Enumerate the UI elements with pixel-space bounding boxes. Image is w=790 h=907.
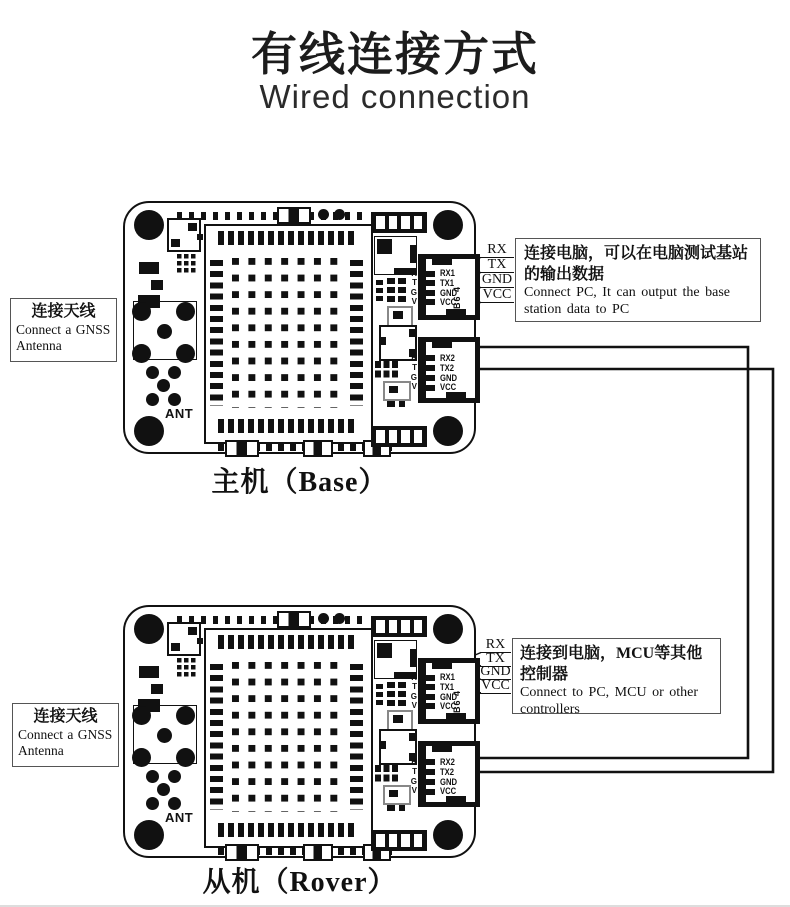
- signal-label-rx: RX: [480, 242, 514, 258]
- connector-key: [446, 309, 466, 315]
- pad-label: GND: [440, 777, 457, 787]
- base-note-en: Connect PC, It can output the base station data to PC: [524, 285, 731, 317]
- pin-bar: [422, 385, 435, 391]
- signal-label-tx: TX: [480, 651, 511, 667]
- antenna-note-zh: 连接天线: [33, 708, 98, 725]
- header-connector-bottom: [371, 830, 427, 851]
- mounting-hole: [134, 820, 164, 850]
- pin-letter: G: [410, 373, 417, 382]
- via-dot: [334, 613, 345, 624]
- base-note-zh: 连接电脑，可以在电脑测试基站的输出数据: [524, 245, 749, 283]
- ant-label: ANT: [165, 810, 194, 825]
- ic-footprint: [167, 218, 201, 252]
- pad-column: [376, 684, 383, 706]
- pad-label: RX1: [440, 672, 455, 682]
- ant-label: ANT: [165, 406, 194, 421]
- mounting-hole: [134, 614, 164, 644]
- pin-letter: V: [411, 786, 417, 795]
- pin-letter: R: [411, 269, 417, 278]
- connector-designator: B6 4: [452, 285, 462, 309]
- pad: [387, 401, 395, 407]
- module-bottom-pads: [218, 823, 358, 837]
- pin-letter: R: [411, 353, 417, 362]
- pad-dot: [168, 770, 181, 783]
- pcb-outline: [123, 201, 476, 454]
- signal-label-vcc: VCC: [481, 677, 510, 693]
- connector-key: [432, 663, 452, 669]
- pin-bar: [422, 290, 435, 296]
- pad: [139, 262, 159, 274]
- pin-bar: [422, 355, 435, 361]
- rover-info-box: [512, 638, 721, 717]
- pin-letter: T: [412, 278, 417, 287]
- module-top-pads: [218, 231, 358, 245]
- module-left-pads: [210, 260, 223, 406]
- uart1-connector: [410, 254, 480, 320]
- pin-bar: [422, 703, 435, 709]
- pin-letter: G: [410, 288, 417, 297]
- signal-label-tx: TX: [480, 257, 514, 273]
- pad: [399, 401, 405, 407]
- connector-key: [432, 342, 452, 348]
- pad-cluster: [387, 278, 409, 304]
- pad-label: GND: [440, 373, 457, 383]
- pad-label: VCC: [440, 382, 457, 392]
- antenna-note-en: Connect a GNSS Antenna: [16, 322, 111, 353]
- pad: [151, 280, 163, 290]
- base-board: [123, 201, 476, 454]
- pin-letter: G: [410, 692, 417, 701]
- gnss-module: [204, 224, 373, 444]
- base-info-box: [515, 238, 761, 322]
- rover-note-zh: 连接到电脑，MCU等其他控制器: [520, 645, 703, 683]
- mounting-hole: [433, 416, 463, 446]
- pin-letter: T: [412, 767, 417, 776]
- pin-letter: R: [411, 757, 417, 766]
- pad-dot: [146, 393, 159, 406]
- rover-antenna-note: [12, 703, 119, 767]
- module-right-pads: [350, 260, 363, 406]
- signal-label-gnd: GND: [480, 664, 511, 679]
- module-right-pads: [350, 664, 363, 810]
- pin-bar: [422, 299, 435, 305]
- pad-dot: [146, 797, 159, 810]
- pad: [151, 684, 163, 694]
- pin-bar: [422, 271, 435, 277]
- pin-bar: [422, 694, 435, 700]
- pin-bar: [422, 675, 435, 681]
- via-dot: [318, 209, 329, 220]
- pad-cluster: [177, 658, 197, 678]
- pad-label: VCC: [440, 701, 457, 711]
- pin-letter: R: [411, 673, 417, 682]
- pad-cluster: [375, 765, 399, 783]
- antenna-connector: [133, 705, 197, 764]
- mounting-hole: [134, 210, 164, 240]
- pcb-outline: [123, 605, 476, 858]
- connector-key: [432, 259, 452, 265]
- pad-label: TX1: [440, 278, 455, 288]
- component-footprint: [383, 785, 411, 805]
- pin-bar: [422, 769, 435, 775]
- pin-letter: V: [411, 382, 417, 391]
- pad-label: TX2: [440, 767, 455, 777]
- connector-designator: B6 4: [452, 689, 462, 713]
- module-pad-grid: [232, 662, 346, 812]
- pad-dot: [146, 366, 159, 379]
- pad-label: RX2: [440, 353, 455, 363]
- signal-label-rx: RX: [480, 637, 511, 653]
- connector-key: [446, 713, 466, 719]
- header-connector-bottom: [371, 426, 427, 447]
- component-footprint: [383, 381, 411, 401]
- pad-dot: [168, 797, 181, 810]
- pad-label: RX1: [440, 268, 455, 278]
- page-title-zh: 有线连接方式: [251, 28, 539, 80]
- uart2-connector: [410, 337, 480, 403]
- pad-dot: [157, 783, 170, 796]
- pin-letter: V: [411, 701, 417, 710]
- pad-label: TX1: [440, 682, 455, 692]
- uart1-connector: [410, 658, 480, 724]
- pad-dot: [146, 770, 159, 783]
- pad-label: RX2: [440, 757, 455, 767]
- pad-label: GND: [440, 692, 457, 702]
- bottom-pad-block: [225, 844, 259, 861]
- module-pad-grid: [232, 258, 346, 408]
- pin-bar: [422, 779, 435, 785]
- pin-bar: [422, 365, 435, 371]
- pin-letter: V: [411, 297, 417, 306]
- via-dot: [318, 613, 329, 624]
- top-pad-block: [277, 611, 311, 628]
- pad-dot: [168, 366, 181, 379]
- bottom-pad-block: [303, 440, 333, 457]
- antenna-note-zh: 连接天线: [31, 303, 96, 320]
- signal-label-gnd: GND: [481, 271, 513, 287]
- pin-bar: [422, 375, 435, 381]
- component-footprint: [387, 710, 413, 731]
- header-connector-top: [371, 212, 427, 233]
- pad: [399, 805, 405, 811]
- pin-letter: T: [412, 682, 417, 691]
- pin-letter: T: [412, 363, 417, 372]
- pad-label: VCC: [440, 297, 457, 307]
- rover-note-en: Connect to PC, MCU or other controllers: [520, 685, 698, 717]
- page-title-en: Wired connection: [259, 78, 531, 115]
- rover-board: [123, 605, 476, 858]
- pad-label: GND: [440, 288, 457, 298]
- rover-caption: 从机（Rover）: [202, 867, 397, 898]
- mounting-hole: [134, 416, 164, 446]
- pin-bar: [422, 759, 435, 765]
- connector-key: [446, 392, 466, 398]
- top-pad-block: [277, 207, 311, 224]
- antenna-connector: [133, 301, 197, 360]
- pad-label: TX2: [440, 363, 455, 373]
- pin-letter: G: [410, 777, 417, 786]
- connector-key: [432, 746, 452, 752]
- pin-bar: [422, 789, 435, 795]
- component-footprint: [387, 306, 413, 327]
- pad-cluster: [177, 254, 197, 274]
- pad: [139, 666, 159, 678]
- pad-cluster: [387, 682, 409, 708]
- mounting-hole: [433, 820, 463, 850]
- module-left-pads: [210, 664, 223, 810]
- signal-label-vcc: VCC: [480, 287, 514, 303]
- pin-bar: [422, 280, 435, 286]
- via-dot: [334, 209, 345, 220]
- bottom-pad-block: [303, 844, 333, 861]
- pad-dot: [168, 393, 181, 406]
- bottom-pad-block: [225, 440, 259, 457]
- ic-footprint: [167, 622, 201, 656]
- mounting-hole: [433, 210, 463, 240]
- uart2-connector: [410, 741, 480, 807]
- pad-label: VCC: [440, 786, 457, 796]
- gnss-module: [204, 628, 373, 848]
- module-top-pads: [218, 635, 358, 649]
- pad-cluster: [375, 361, 399, 379]
- pad-dot: [157, 379, 170, 392]
- base-caption: 主机（Base）: [211, 467, 388, 498]
- header-connector-top: [371, 616, 427, 637]
- connector-key: [446, 796, 466, 802]
- base-antenna-note: [10, 298, 117, 362]
- pad-column: [376, 280, 383, 302]
- pin-bar: [422, 684, 435, 690]
- antenna-note-en: Connect a GNSS Antenna: [18, 727, 113, 758]
- mounting-hole: [433, 614, 463, 644]
- module-bottom-pads: [218, 419, 358, 433]
- pad: [387, 805, 395, 811]
